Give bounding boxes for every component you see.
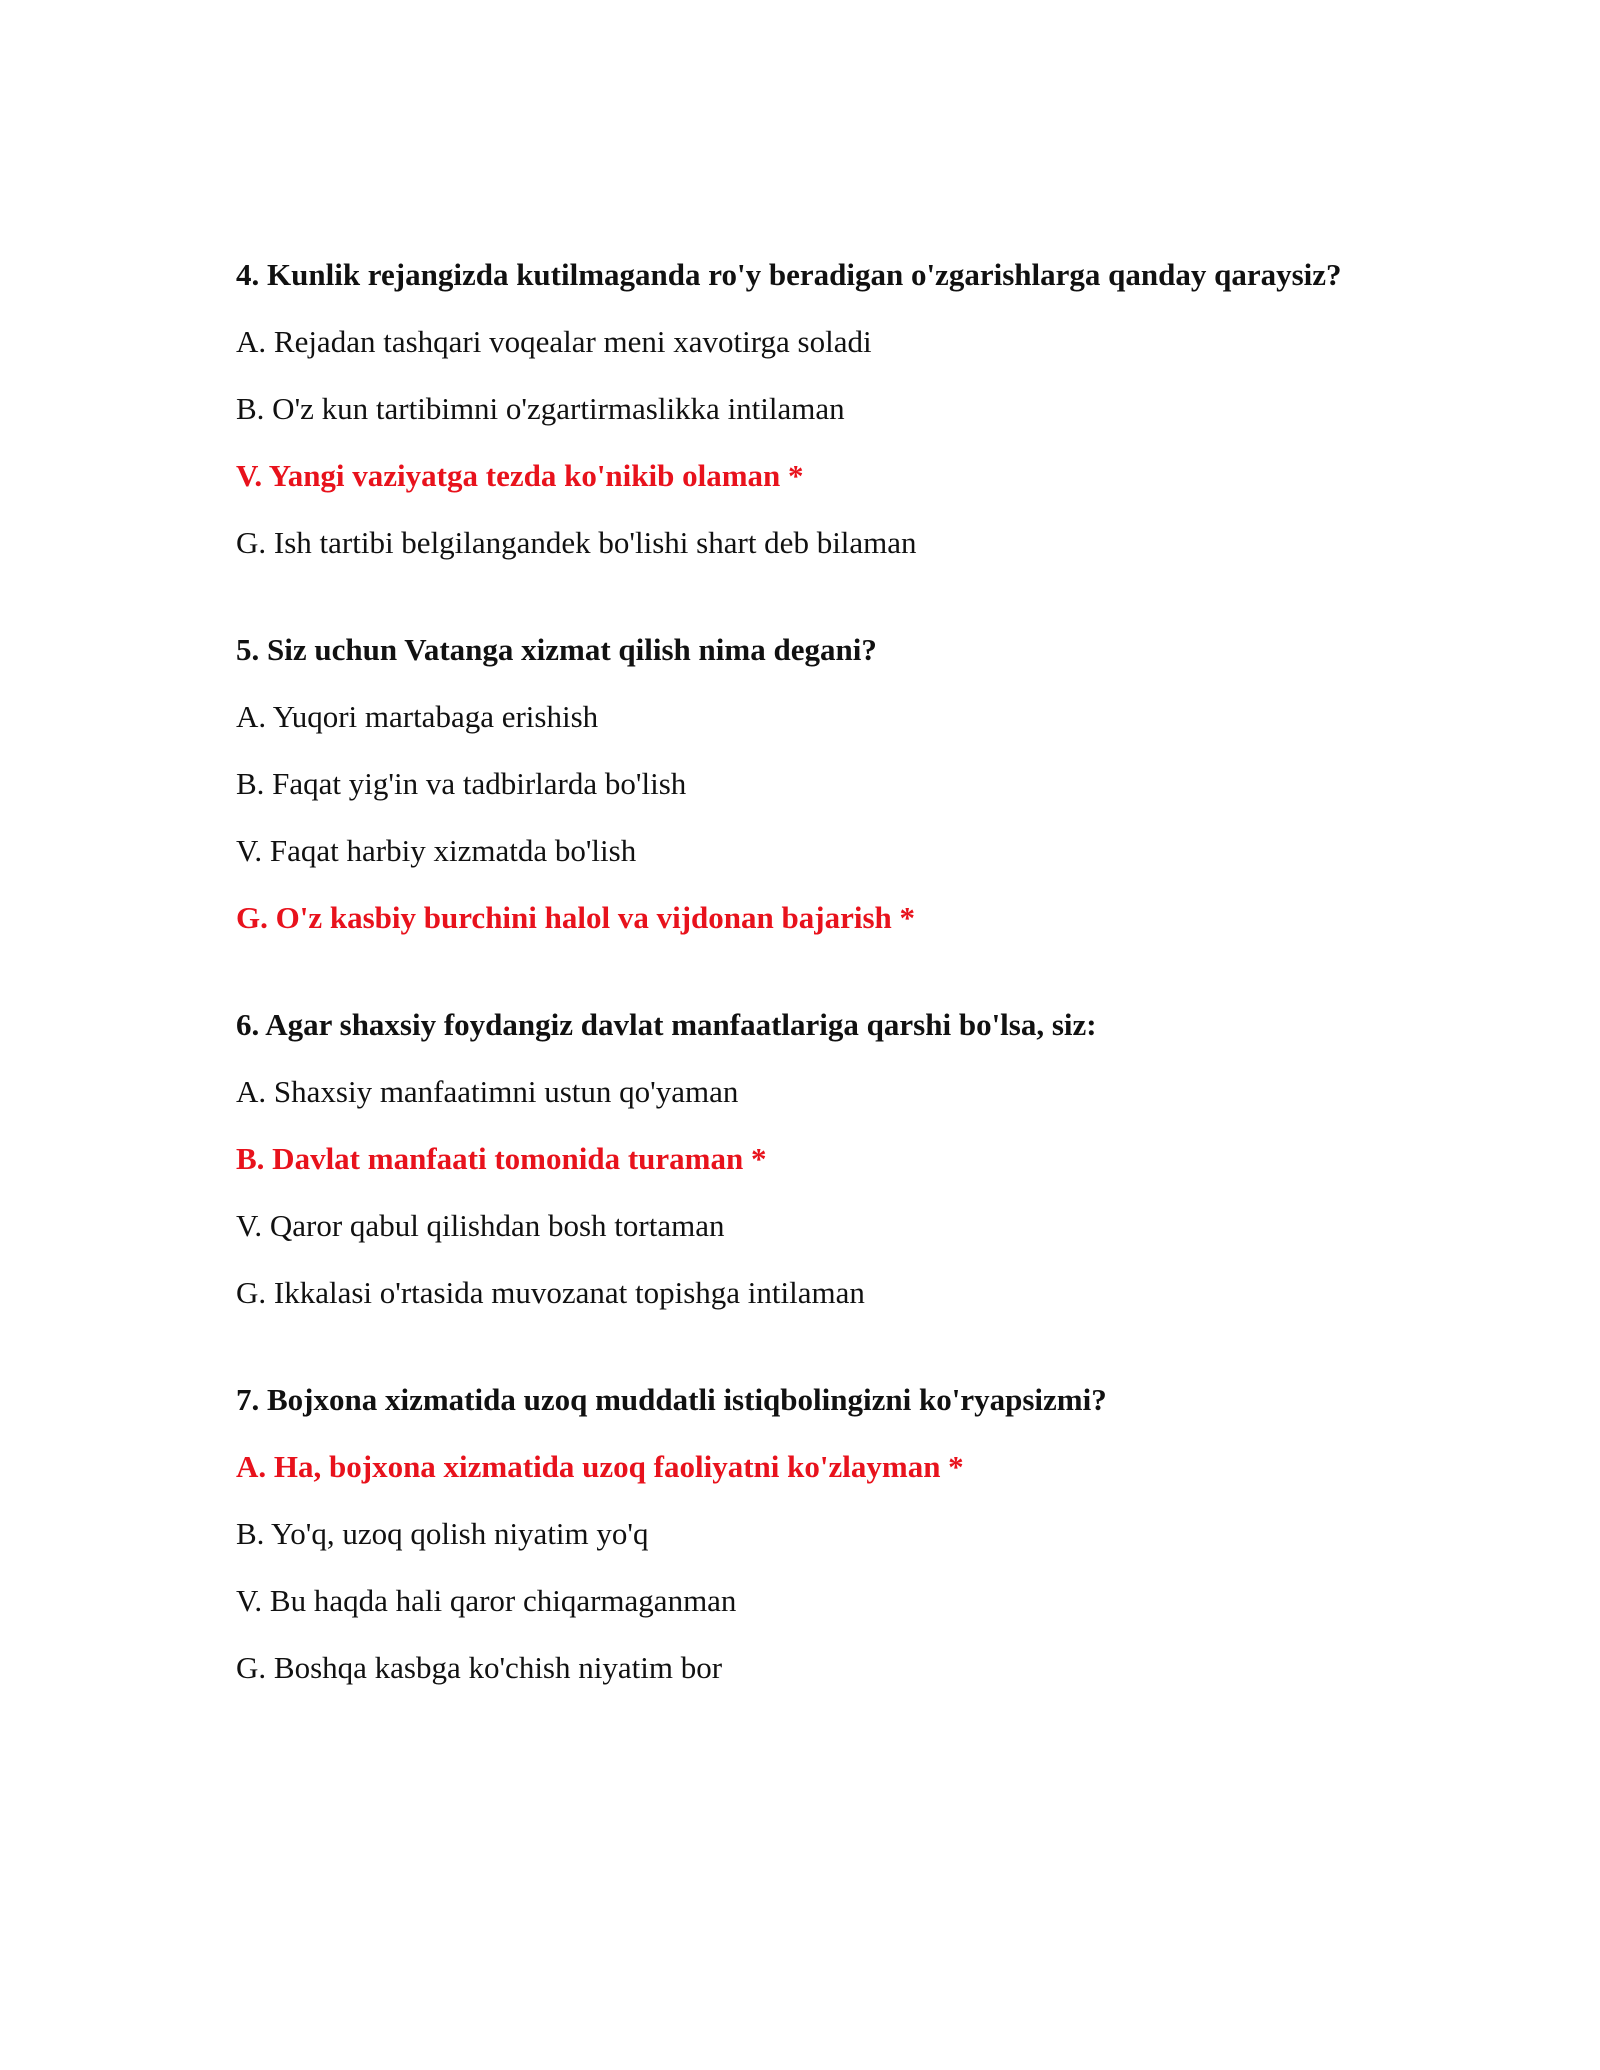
option-item-correct: A. Ha, bojxona xizmatida uzoq faoliyatni ko'zlayman * <box>236 1449 964 1484</box>
question-text: 7. Bojxona xizmatida uzoq muddatli istiqbolingizni ko'ryapsizmi? <box>236 1382 1107 1417</box>
option-item: B. O'z kun tartibimni o'zgartirmaslikka intilaman <box>236 391 845 426</box>
option-item-correct: B. Davlat manfaati tomonida turaman * <box>236 1141 767 1176</box>
option-item: V. Bu haqda hali qaror chiqarmaganman <box>236 1583 737 1618</box>
option-item: G. Ikkalasi o'rtasida muvozanat topishga intilaman <box>236 1275 865 1310</box>
option-list <box>236 697 1436 938</box>
option-item: A. Yuqori martabaga erishish <box>236 699 599 734</box>
question-text: 4. Kunlik rejangizda kutilmaganda ro'y beradigan o'zgarishlarga qanday qaraysiz? <box>236 257 1342 292</box>
question-block-4 <box>236 255 1436 563</box>
option-item: B. Faqat yig'in va tadbirlarda bo'lish <box>236 766 687 801</box>
document-page <box>236 255 1436 1688</box>
option-item: V. Qaror qabul qilishdan bosh tortaman <box>236 1208 725 1243</box>
question-block-6 <box>236 1005 1436 1313</box>
option-item: A. Shaxsiy manfaatimni ustun qo'yaman <box>236 1074 739 1109</box>
option-item: B. Yo'q, uzoq qolish niyatim yo'q <box>236 1516 649 1551</box>
option-list <box>236 1072 1436 1313</box>
option-item-correct: V. Yangi vaziyatga tezda ko'nikib olaman * <box>236 458 804 493</box>
question-block-5 <box>236 630 1436 938</box>
option-item: G. Boshqa kasbga ko'chish niyatim bor <box>236 1650 723 1685</box>
option-list <box>236 322 1436 563</box>
option-item: V. Faqat harbiy xizmatda bo'lish <box>236 833 637 868</box>
option-list <box>236 1447 1436 1688</box>
option-item-correct: G. O'z kasbiy burchini halol va vijdonan bajarish * <box>236 900 916 935</box>
question-text: 6. Agar shaxsiy foydangiz davlat manfaatlariga qarshi bo'lsa, siz: <box>236 1007 1097 1042</box>
option-item: G. Ish tartibi belgilangandek bo'lishi shart deb bilaman <box>236 525 917 560</box>
option-item: A. Rejadan tashqari voqealar meni xavotirga soladi <box>236 324 872 359</box>
question-text: 5. Siz uchun Vatanga xizmat qilish nima degani? <box>236 632 877 667</box>
question-block-7 <box>236 1380 1436 1688</box>
